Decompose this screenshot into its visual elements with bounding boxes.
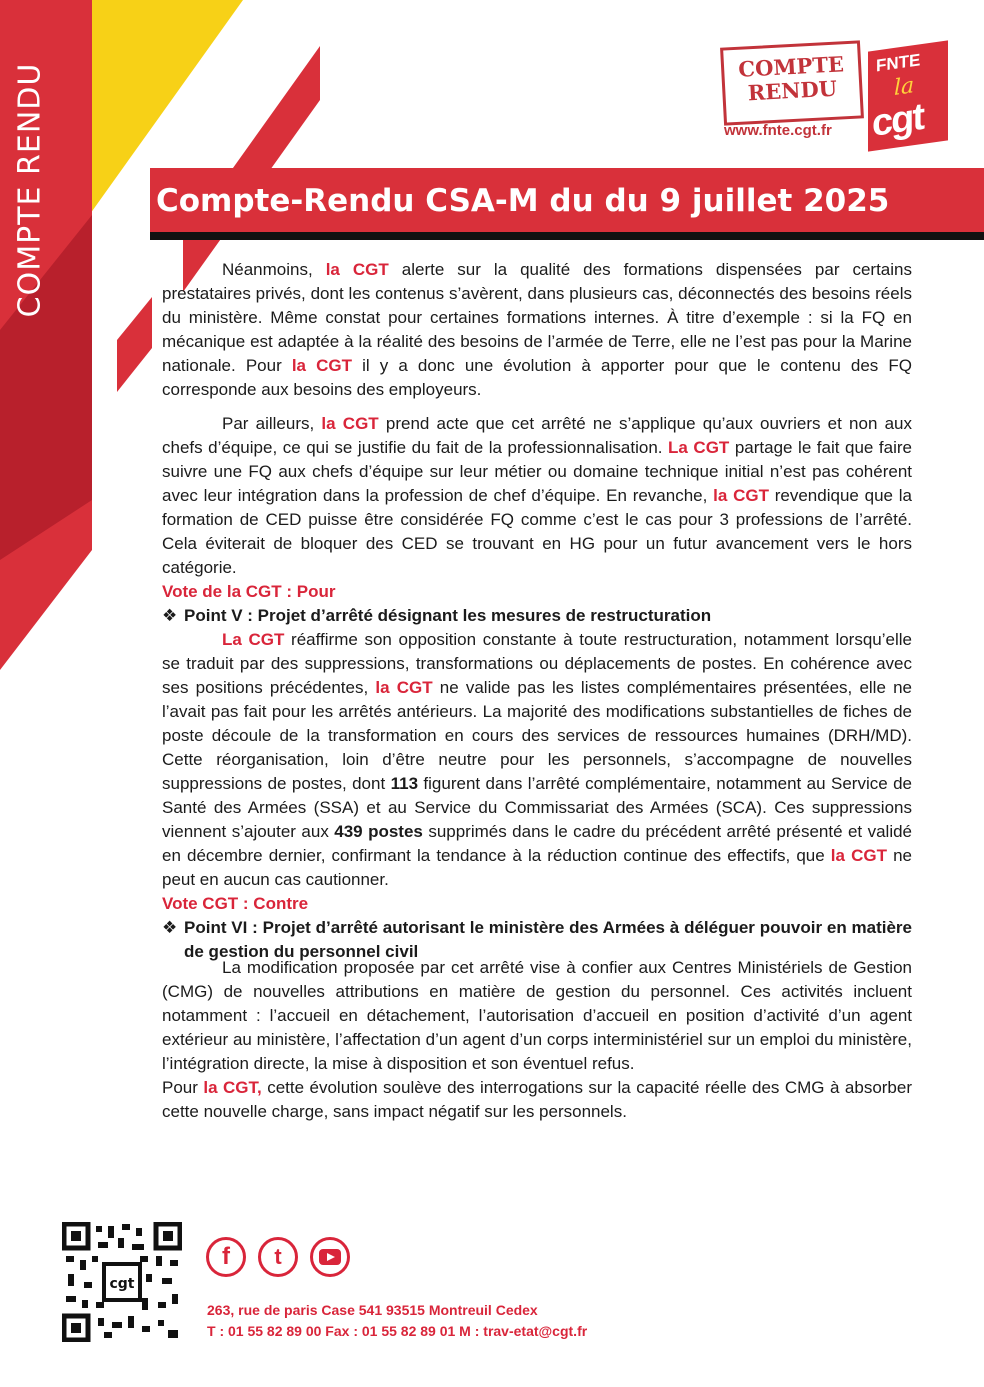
point-v-heading: ❖ Point V : Projet d’arrêté désignant les mesures de restructuration — [162, 604, 912, 628]
paragraph-cmg: La modification proposée par cet arrêté vise à confier aux Centres Ministériels de Gestion (CMG) de nouvelles attributions en matière de gestion du personnel. Ces activités incluent notamment : l’accueil en détachement, l’autorisation d’accueil en position d’activité d’un agent extérieur au ministère, l’affectation d’un agent d’un corps interministériel sur un emploi du ministère, l’intégration directe, la mise à disposition et son éventuel refus. — [162, 958, 912, 1073]
stamp-line2: RENDU — [747, 75, 838, 106]
paragraph-formations: Néanmoins, la CGT alerte sur la qualité des formations dispensées par certains prestataires privés, dont les contenus s’avèrent, dans plusieurs cas, déconnectés des besoins réels du ministère. Même constat pour certaines formations internes. À titre d’exemple : si la FQ en mécanique est adaptée à la réalité des besoins de l’armée de Terre, elle ne l’est pas pour la Marine nationale. Pour la CGT il y a donc une évolution à apporter pour que le contenu des FQ corresponde aux besoins des employeurs. — [162, 260, 912, 399]
logo-cgt: cgt — [872, 95, 923, 146]
footer-contact — [207, 1300, 587, 1342]
cgt-highlight: La CGT — [222, 630, 285, 649]
point-vi-heading: ❖ Point VI : Projet d’arrêté autorisant le ministère des Armées à déléguer pouvoir en matière de gestion du personnel civil — [162, 918, 912, 961]
stamp-url: www.fnte.cgt.fr — [724, 122, 832, 139]
cgt-highlight: la CGT — [291, 356, 352, 375]
count-439: 439 postes — [334, 822, 423, 841]
logo-fnte: FNTE — [876, 50, 921, 76]
cgt-highlight: la CGT, — [203, 1078, 262, 1097]
diamond-bullet-icon: ❖ — [162, 606, 178, 625]
fnte-cgt-logo — [868, 40, 948, 151]
cgt-highlight: la CGT — [321, 414, 379, 433]
compte-rendu-stamp — [720, 40, 864, 125]
paragraph-restructuration: La CGT réaffirme son opposition constante à toute restructuration, notamment lorsqu’elle se traduit par des suppressions, transformations ou déplacements de postes. En cohérence avec ses positions précédentes, la CGT ne valide pas les listes complémentaires présentées, elle ne l’avait pas fait pour les arrêtés antérieurs. La majorité des modifications substantielles de fiches de poste découle de la transformation en cours des services de ressources humaines (DRH/MD). Cette réorganisation, loin d’être neutre pour les personnels, s’accompagne de nouvelles suppressions de postes, dont 113 figurent dans l’arrêté complémentaire, notamment au Service de Santé des Armées (SSA) et au Service du Commissariat des Armées (SCA). Ces suppressions viennent s’ajouter aux 439 postes supprimés dans le cadre du précédent arrêté présenté et validé en décembre dernier, confirmant la tendance à la réduction continue des effectifs, que la CGT ne peut en aucun cas cautionner. — [162, 630, 913, 889]
qr-code[interactable] — [62, 1222, 182, 1342]
paragraph-chefs-equipe: Par ailleurs, la CGT prend acte que cet arrêté ne s’applique qu’aux ouvriers et non aux chefs d’équipe, ce qui se justifie du fait de la professionnalisation. La CGT partage le fait que faire suivre une FQ aux chefs d’équipe sur leur métier ou domaine technique initial n’est pas cohérent avec leur intégration dans la profession de chef d’équipe. En revanche, la CGT revendique que la formation de CED puisse être considérée FQ comme c’est le cas pour 3 professions de l’arrêté. Cela éviterait de bloquer des CED se trouvant en HG pour un futur avancement vers le hors catégorie. — [162, 414, 913, 577]
diamond-bullet-icon: ❖ — [162, 918, 178, 937]
vote-pour: Vote de la CGT : Pour — [162, 582, 336, 601]
sidebar-label: COMPTE RENDU — [12, 62, 48, 318]
cgt-highlight: La CGT — [668, 438, 730, 457]
footer-address: 263, rue de paris Case 541 93515 Montreuil Cedex — [207, 1302, 538, 1318]
youtube-icon[interactable] — [310, 1237, 350, 1277]
twitter-icon[interactable]: t — [258, 1237, 298, 1277]
red-shard-mid — [117, 297, 152, 392]
count-113: 113 — [390, 774, 419, 793]
cgt-highlight: la CGT — [325, 260, 389, 279]
vote-contre: Vote CGT : Contre — [162, 894, 309, 913]
cgt-highlight: la CGT — [830, 846, 887, 865]
facebook-icon[interactable]: f — [206, 1237, 246, 1277]
qr-logo-text: cgt — [109, 1276, 135, 1292]
logo-la: la — [894, 73, 915, 101]
cgt-highlight: la CGT — [375, 678, 433, 697]
footer-phone-email: T : 01 55 82 89 00 Fax : 01 55 82 89 01 M : trav-etat@cgt.fr — [207, 1323, 588, 1339]
page-title: Compte-Rendu CSA-M du du 9 juillet 2025 — [156, 183, 890, 219]
stamp-line1: COMPTE — [737, 51, 845, 82]
cgt-highlight: la CGT — [713, 486, 769, 505]
paragraph-cmg-conclusion: Pour la CGT, cette évolution soulève des interrogations sur la capacité réelle des CMG à absorber cette nouvelle charge, sans impact négatif sur les personnels. — [162, 1078, 913, 1121]
document-body — [162, 258, 912, 1124]
